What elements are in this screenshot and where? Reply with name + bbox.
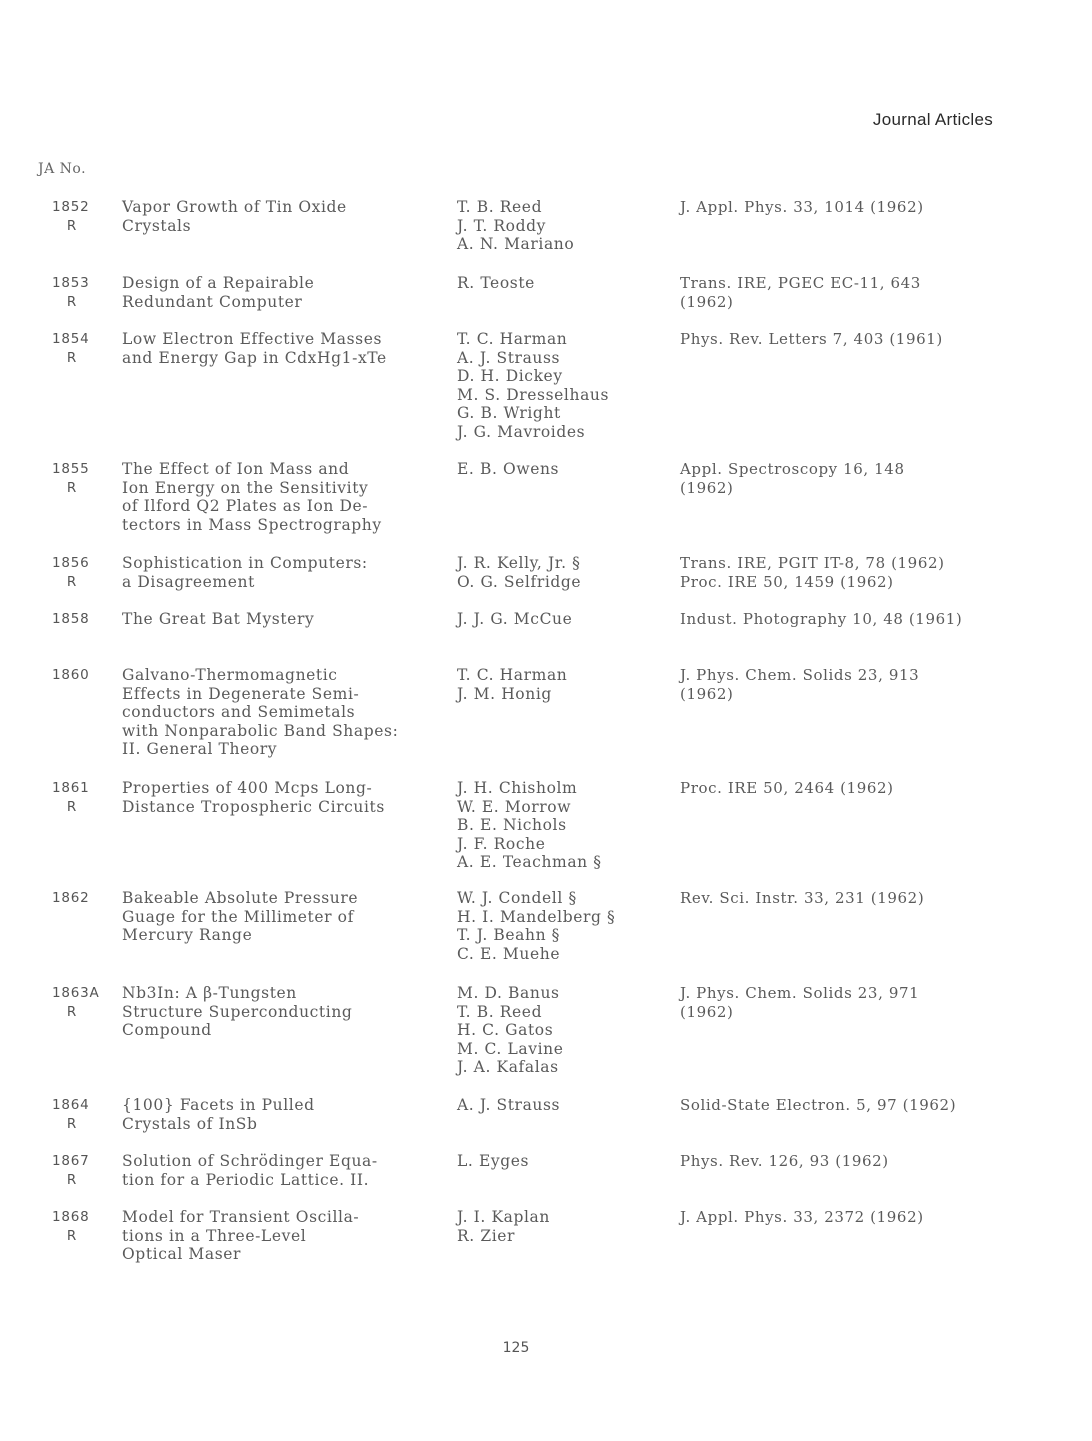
ja-number <box>52 274 96 311</box>
ja-number <box>52 460 96 497</box>
ja-number-value: 1861 <box>52 780 90 796</box>
citation-line: J. Appl. Phys. 33, 2372 (1962) <box>680 1208 924 1226</box>
title-line: Solution of Schrödinger Equa- <box>122 1152 378 1170</box>
ja-number-suffix: R <box>66 293 78 310</box>
title-line: Model for Transient Oscilla- <box>122 1208 360 1226</box>
article-authors <box>457 984 667 1077</box>
title-line: Sophistication in Computers: <box>122 554 368 572</box>
author-name: L. Eyges <box>457 1152 530 1170</box>
ja-number-suffix: R <box>66 1227 78 1244</box>
title-line: Galvano-Thermomagnetic <box>122 666 338 684</box>
article-title <box>122 330 442 367</box>
author-name: G. B. Wright <box>457 404 561 423</box>
article-authors <box>457 666 667 703</box>
ja-number <box>52 1096 96 1133</box>
citation-line: (1962) <box>680 478 734 497</box>
author-name: J. M. Honig <box>457 684 552 703</box>
author-name: B. E. Nichols <box>457 816 567 835</box>
author-name: J. H. Chisholm <box>457 779 578 797</box>
article-title <box>122 274 442 311</box>
article-citation <box>680 984 1010 1021</box>
ja-number-value: 1868 <box>52 1209 90 1225</box>
author-name: W. J. Condell § <box>457 889 577 907</box>
section-title: Journal Articles <box>872 110 993 129</box>
article-title <box>122 554 442 591</box>
article-authors <box>457 274 667 293</box>
ja-number-suffix: R <box>66 217 78 234</box>
author-name: A. J. Strauss <box>457 1096 561 1114</box>
author-name: M. D. Banus <box>457 984 560 1002</box>
title-line: Nb3In: A β-Tungsten <box>122 984 297 1002</box>
ja-number <box>52 330 96 367</box>
article-authors <box>457 889 667 963</box>
author-name: M. C. Lavine <box>457 1039 564 1058</box>
title-line: The Effect of Ion Mass and <box>122 460 350 478</box>
article-citation <box>680 610 1010 629</box>
ja-number-value: 1858 <box>52 611 90 627</box>
ja-number-suffix: R <box>66 1171 78 1188</box>
author-name: J. R. Kelly, Jr. § <box>457 554 581 572</box>
author-name: J. G. Mavroides <box>457 422 586 441</box>
citation-line: Trans. IRE, PGIT IT-8, 78 (1962) <box>680 554 945 572</box>
title-line: Optical Maser <box>122 1245 242 1264</box>
article-title <box>122 1096 442 1133</box>
title-line: Vapor Growth of Tin Oxide <box>122 198 347 216</box>
article-authors <box>457 554 667 591</box>
ja-number <box>52 984 100 1021</box>
citation-line: Appl. Spectroscopy 16, 148 <box>680 460 905 478</box>
title-line: {100} Facets in Pulled <box>122 1096 315 1114</box>
author-name: T. C. Harman <box>457 666 568 684</box>
article-title <box>122 460 442 534</box>
citation-line: (1962) <box>680 292 734 311</box>
title-line: Redundant Computer <box>122 292 303 311</box>
ja-number-suffix: R <box>66 798 78 815</box>
author-name: J. F. Roche <box>457 834 546 853</box>
author-name: J. I. Kaplan <box>457 1208 550 1226</box>
author-name: E. B. Owens <box>457 460 560 478</box>
title-line: Bakeable Absolute Pressure <box>122 889 359 907</box>
citation-line: Indust. Photography 10, 48 (1961) <box>680 610 963 628</box>
title-line: Compound <box>122 1021 212 1040</box>
citation-line: J. Phys. Chem. Solids 23, 971 <box>680 984 920 1002</box>
ja-number-suffix: R <box>66 1003 78 1020</box>
title-line: tions in a Three-Level <box>122 1226 307 1245</box>
title-line: tectors in Mass Spectrography <box>122 515 382 534</box>
citation-line: (1962) <box>680 1002 734 1021</box>
ja-number <box>52 779 96 816</box>
title-line: Design of a Repairable <box>122 274 315 292</box>
title-line: with Nonparabolic Band Shapes: <box>122 721 399 740</box>
author-name: A. N. Mariano <box>457 235 575 254</box>
article-title <box>122 1152 442 1189</box>
article-citation <box>680 460 1010 497</box>
author-name: H. C. Gatos <box>457 1021 554 1040</box>
article-authors <box>457 1096 667 1115</box>
author-name: M. S. Dresselhaus <box>457 385 610 404</box>
article-citation <box>680 554 1010 591</box>
article-authors <box>457 460 667 479</box>
article-authors <box>457 610 667 629</box>
ja-number-suffix: R <box>66 1115 78 1132</box>
citation-line: Proc. IRE 50, 1459 (1962) <box>680 572 894 591</box>
title-line: Crystals of InSb <box>122 1114 258 1133</box>
article-citation <box>680 666 1010 703</box>
author-name: C. E. Muehe <box>457 944 561 963</box>
article-authors <box>457 1208 667 1245</box>
author-name: W. E. Morrow <box>457 797 572 816</box>
title-line: and Energy Gap in CdxHg1-xTe <box>122 348 387 367</box>
article-title <box>122 779 442 816</box>
article-citation <box>680 198 1010 217</box>
ja-number-value: 1855 <box>52 461 90 477</box>
article-citation <box>680 1096 1010 1115</box>
ja-number <box>52 1208 96 1245</box>
citation-line: J. Phys. Chem. Solids 23, 913 <box>680 666 920 684</box>
citation-line: Rev. Sci. Instr. 33, 231 (1962) <box>680 889 925 907</box>
author-name: T. B. Reed <box>457 1002 543 1021</box>
article-title <box>122 610 442 629</box>
author-name: O. G. Selfridge <box>457 572 582 591</box>
title-line: Structure Superconducting <box>122 1002 353 1021</box>
ja-number <box>52 1152 96 1189</box>
article-title <box>122 984 442 1040</box>
title-line: Effects in Degenerate Semi- <box>122 684 360 703</box>
article-citation <box>680 274 1010 311</box>
citation-line: Solid-State Electron. 5, 97 (1962) <box>680 1096 957 1114</box>
citation-line: J. Appl. Phys. 33, 1014 (1962) <box>680 198 924 216</box>
ja-number-value: 1852 <box>52 199 90 215</box>
title-line: conductors and Semimetals <box>122 703 356 722</box>
article-citation <box>680 889 1010 908</box>
title-line: tion for a Periodic Lattice. II. <box>122 1170 370 1189</box>
ja-number-value: 1854 <box>52 331 90 347</box>
ja-number-suffix: R <box>66 479 78 496</box>
author-name: J. J. G. McCue <box>457 610 573 628</box>
citation-line: Trans. IRE, PGEC EC-11, 643 <box>680 274 921 292</box>
page-number: 125 <box>502 1340 530 1356</box>
article-authors <box>457 330 667 442</box>
author-name: T. C. Harman <box>457 330 568 348</box>
article-authors <box>457 779 667 872</box>
title-line: Guage for the Millimeter of <box>122 907 354 926</box>
article-citation <box>680 1208 1010 1227</box>
ja-number-suffix: R <box>66 573 78 590</box>
article-title <box>122 198 442 235</box>
citation-line: (1962) <box>680 684 734 703</box>
author-name: J. A. Kafalas <box>457 1058 559 1077</box>
ja-number <box>52 666 96 685</box>
title-line: The Great Bat Mystery <box>122 610 315 628</box>
citation-line: Phys. Rev. 126, 93 (1962) <box>680 1152 889 1170</box>
title-line: Low Electron Effective Masses <box>122 330 383 348</box>
title-line: Properties of 400 Mcps Long- <box>122 779 373 797</box>
title-line: Distance Tropospheric Circuits <box>122 797 385 816</box>
ja-number <box>52 554 96 591</box>
title-line: II. General Theory <box>122 740 278 759</box>
title-line: Crystals <box>122 216 192 235</box>
article-citation <box>680 1152 1010 1171</box>
ja-number <box>52 889 96 908</box>
ja-number-value: 1853 <box>52 275 90 291</box>
ja-number-value: 1862 <box>52 890 90 906</box>
title-line: Ion Energy on the Sensitivity <box>122 478 369 497</box>
author-name: T. J. Beahn § <box>457 926 561 945</box>
article-title <box>122 666 442 759</box>
ja-number-value: 1860 <box>52 667 90 683</box>
author-name: A. J. Strauss <box>457 348 561 367</box>
article-citation <box>680 330 1010 349</box>
ja-number <box>52 610 96 629</box>
author-name: R. Teoste <box>457 274 535 292</box>
ja-number-suffix: R <box>66 349 78 366</box>
author-name: H. I. Mandelberg § <box>457 907 616 926</box>
citation-line: Phys. Rev. Letters 7, 403 (1961) <box>680 330 943 348</box>
ja-number-value: 1864 <box>52 1097 90 1113</box>
article-title <box>122 889 442 945</box>
author-name: J. T. Roddy <box>457 216 546 235</box>
author-name: T. B. Reed <box>457 198 543 216</box>
author-name: A. E. Teachman § <box>457 853 602 872</box>
article-authors <box>457 1152 667 1171</box>
title-line: a Disagreement <box>122 572 255 591</box>
article-citation <box>680 779 1010 798</box>
article-title <box>122 1208 442 1264</box>
ja-number-value: 1867 <box>52 1153 90 1169</box>
title-line: of Ilford Q2 Plates as Ion De- <box>122 497 369 516</box>
ja-number <box>52 198 96 235</box>
author-name: R. Zier <box>457 1226 516 1245</box>
ja-number-value: 1863A <box>52 985 100 1001</box>
author-name: D. H. Dickey <box>457 367 563 386</box>
citation-line: Proc. IRE 50, 2464 (1962) <box>680 779 894 797</box>
article-authors <box>457 198 667 254</box>
column-label-ja-no: JA No. <box>38 161 87 177</box>
title-line: Mercury Range <box>122 926 253 945</box>
ja-number-value: 1856 <box>52 555 90 571</box>
